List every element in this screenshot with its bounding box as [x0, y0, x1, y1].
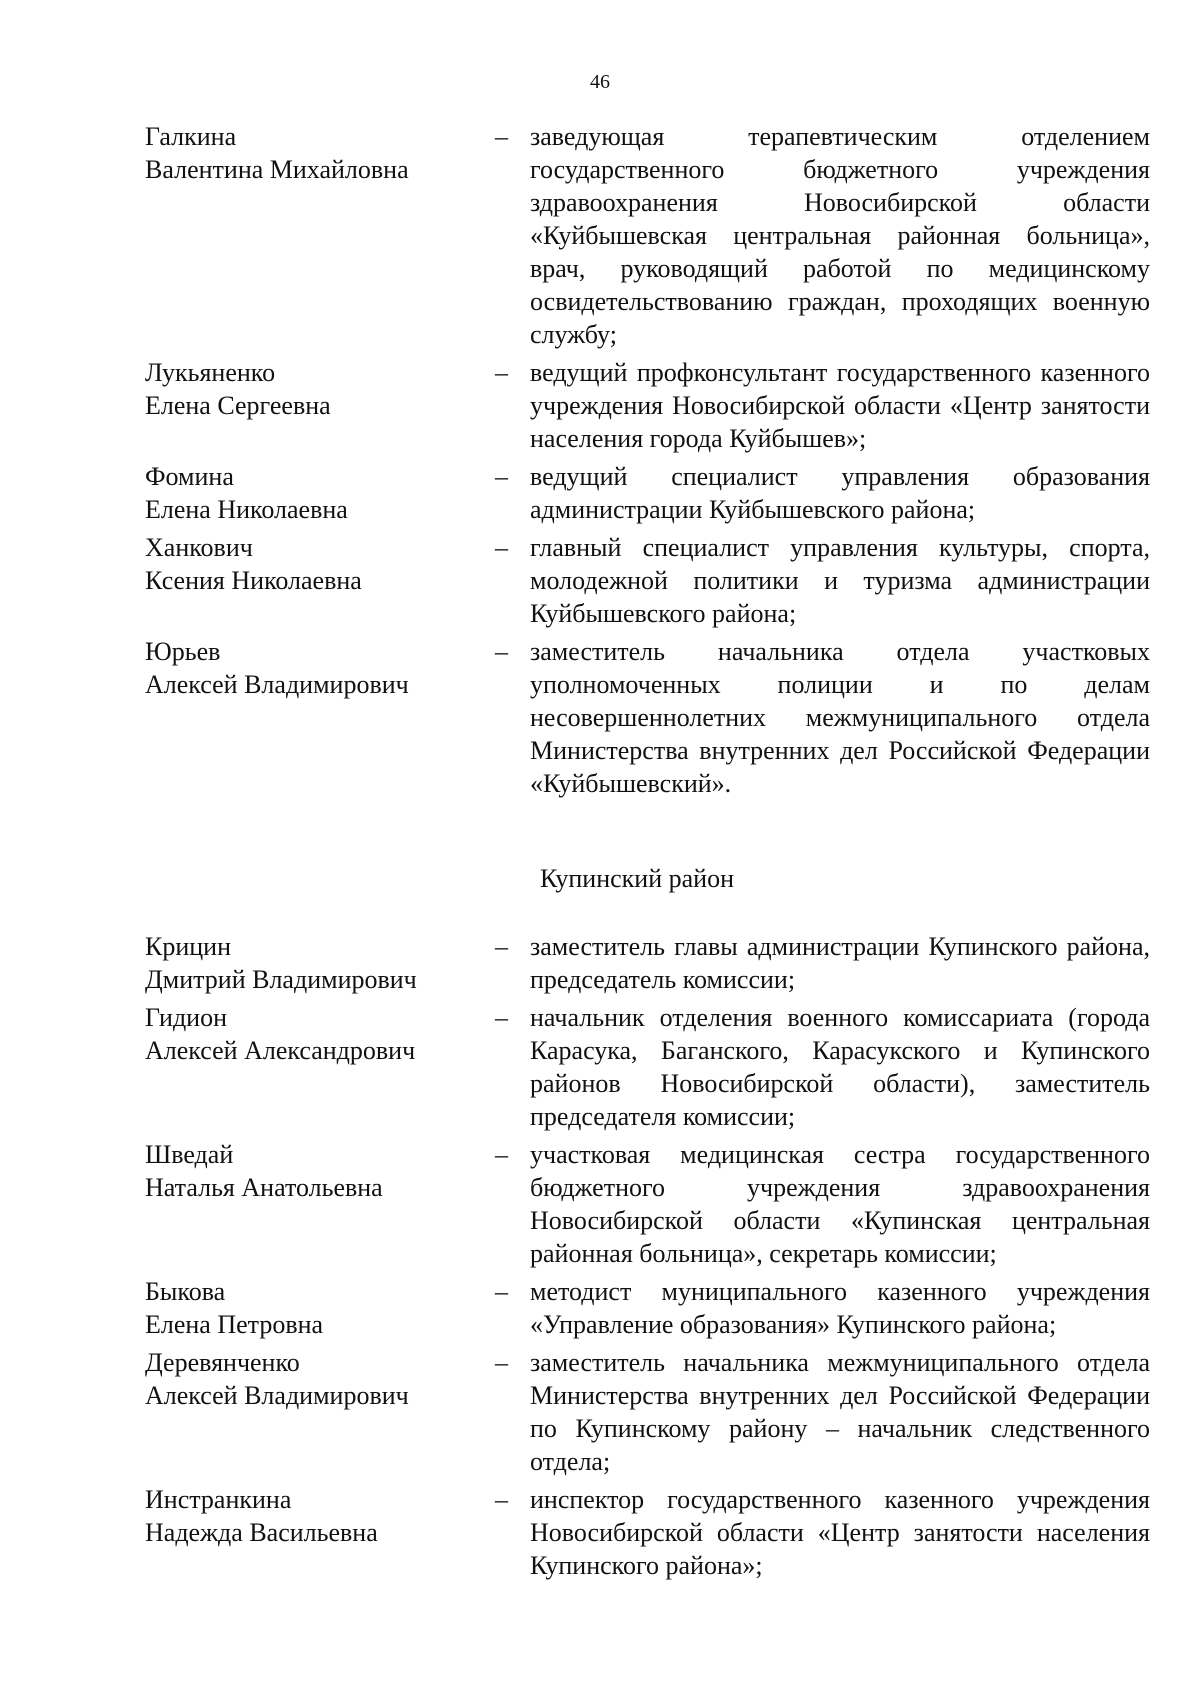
member-given-names: Ксения Николаевна: [145, 566, 362, 595]
member-name: [145, 930, 475, 996]
member-given-names: Алексей Александрович: [145, 1036, 416, 1065]
member-given-names: Елена Петровна: [145, 1310, 324, 1339]
member-position: заместитель главы администрации Купинского района, председатель комиссии;: [530, 932, 1150, 994]
member-entry: [0, 1138, 1200, 1270]
entry-dash: –: [495, 533, 508, 562]
member-entry: [0, 120, 1200, 351]
member-name: [145, 356, 475, 422]
member-list-kuibyshev: [0, 120, 1200, 800]
entry-dash: –: [495, 462, 508, 491]
member-surname: Гидион: [145, 1003, 228, 1032]
member-given-names: Алексей Владимирович: [145, 670, 409, 699]
entry-dash: –: [495, 122, 508, 151]
member-entry: [0, 1275, 1200, 1341]
entry-dash: –: [495, 1348, 508, 1377]
member-surname: Шведай: [145, 1140, 234, 1169]
member-surname: Юрьев: [145, 637, 221, 666]
member-name: [145, 1275, 475, 1341]
member-entry: [0, 531, 1200, 630]
member-given-names: Алексей Владимирович: [145, 1381, 409, 1410]
district-heading: Купинский район: [540, 864, 734, 893]
entry-dash: –: [495, 358, 508, 387]
member-position: инспектор государственного казенного учреждения Новосибирской области «Центр занятости населения Купинского района»;: [530, 1485, 1150, 1580]
member-name: [145, 1001, 475, 1067]
entry-dash: –: [495, 1277, 508, 1306]
member-position: ведущий специалист управления образования администрации Куйбышевского района;: [530, 462, 1150, 524]
entry-dash: –: [495, 637, 508, 666]
entry-dash: –: [495, 1003, 508, 1032]
member-surname: Быкова: [145, 1277, 226, 1306]
member-surname: Ханкович: [145, 533, 253, 562]
entry-dash: –: [495, 1140, 508, 1169]
member-surname: Галкина: [145, 122, 237, 151]
member-entry: [0, 460, 1200, 526]
member-name: [145, 1138, 475, 1204]
member-position: методист муниципального казенного учреждения «Управление образования» Купинского района;: [530, 1277, 1150, 1339]
member-entry: [0, 1483, 1200, 1582]
member-position: участковая медицинская сестра государственного бюджетного учреждения здравоохранения Новосибирской области «Купинская центральная районная больница», секретарь комиссии;: [530, 1140, 1150, 1268]
member-given-names: Валентина Михайловна: [145, 155, 409, 184]
member-surname: Инстранкина: [145, 1485, 292, 1514]
member-position: заместитель начальника межмуниципального отдела Министерства внутренних дел Российской Федерации по Купинскому району – начальник следственного отдела;: [530, 1348, 1150, 1476]
member-surname: Крицин: [145, 932, 231, 961]
member-given-names: Елена Николаевна: [145, 495, 348, 524]
member-entry: [0, 635, 1200, 800]
member-surname: Фомина: [145, 462, 234, 491]
member-surname: Лукьяненко: [145, 358, 276, 387]
member-surname: Деревянченко: [145, 1348, 300, 1377]
member-given-names: Елена Сергеевна: [145, 391, 331, 420]
member-list-kupino: [0, 930, 1200, 1582]
member-name: [145, 1346, 475, 1412]
member-position: главный специалист управления культуры, спорта, молодежной политики и туризма администрации Куйбышевского района;: [530, 533, 1150, 628]
member-position: заведующая терапевтическим отделением государственного бюджетного учреждения здравоохранения Новосибирской области «Куйбышевская центральная районная больница», врач, руководящий работой по медицинскому освидетельствованию граждан, проходящих военную службу;: [530, 122, 1150, 349]
member-entry: [0, 356, 1200, 455]
member-position: начальник отделения военного комиссариата (города Карасука, Баганского, Карасукского и Купинского районов Новосибирской области), заместитель председателя комиссии;: [530, 1003, 1150, 1131]
member-position: ведущий профконсультант государственного казенного учреждения Новосибирской области «Центр занятости населения города Куйбышев»;: [530, 358, 1150, 453]
member-name: [145, 531, 475, 597]
member-entry: [0, 1346, 1200, 1478]
entry-dash: –: [495, 1485, 508, 1514]
member-entry: [0, 1001, 1200, 1133]
member-given-names: Надежда Васильевна: [145, 1518, 378, 1547]
member-name: [145, 1483, 475, 1549]
member-name: [145, 120, 475, 186]
member-given-names: Дмитрий Владимирович: [145, 965, 417, 994]
page-number: 46: [590, 71, 610, 93]
member-name: [145, 460, 475, 526]
member-entry: [0, 930, 1200, 996]
member-name: [145, 635, 475, 701]
entry-dash: –: [495, 932, 508, 961]
member-given-names: Наталья Анатольевна: [145, 1173, 383, 1202]
member-position: заместитель начальника отдела участковых уполномоченных полиции и по делам несовершеннолетних межмуниципального отдела Министерства внутренних дел Российской Федерации «Куйбышевский».: [530, 637, 1150, 798]
